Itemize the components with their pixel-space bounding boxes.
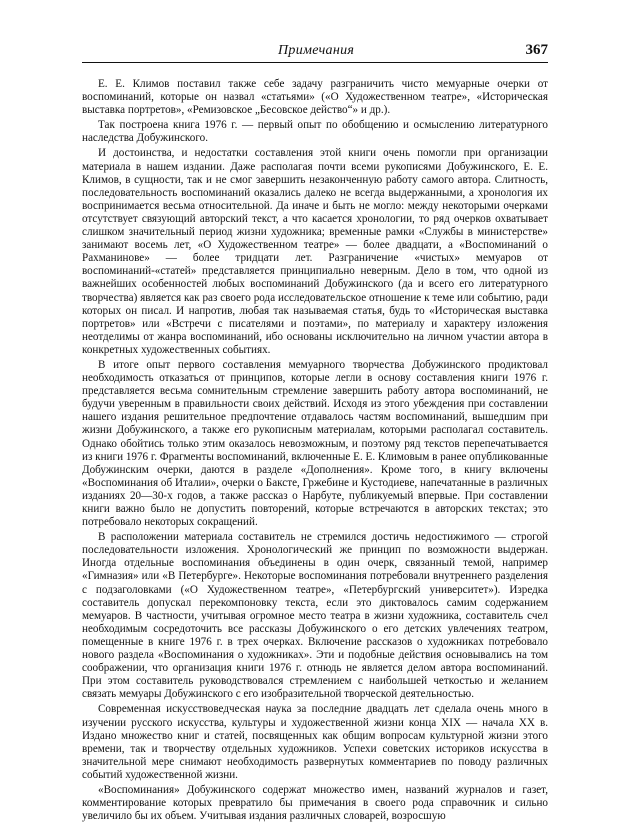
paragraph: В итоге опыт первого составления мемуарного творчества Добужинского продиктовал необходимость отказаться от принципов, которые легли в основу составления книги 1976 г. представляется весьма сомнительным стремление завершить работу автора воспоминаний, не будучи уверенным в правильности своих действий. Исходя из этого убеждения при составлении нашего издания решительное предпочтение отдавалось частям воспоминаний, вышедшим при жизни Добужинского, а также его рукописным материалам, которыми располагал составитель. Однако обойтись только этим оказалось невозможным, и поэтому ряд текстов перепечатывается из книги 1976 г. Фрагменты воспоминаний, включенные Е. Е. Климовым в ранее опубликованные Добужинским очерки, даются в разделе «Дополнения». Кроме того, в книгу включены «Воспоминания об Италии», очерки о Баксте, Гржебине и Кустодиеве, напечатанные в различных изданиях 20—30-х годов, а также рассказ о Нарбуте, публикуемый впервые. При составлении книги важно было не допустить повторений, которые встречаются в авторских текстах; это потребовало некоторых сокращений. [82, 358, 548, 529]
page-number: 367 [525, 42, 548, 58]
paragraph: И достоинства, и недостатки составления этой книги очень помогли при организации материала в нашем издании. Даже располагая почти всеми рукописями Добужинского, Е. Е. Климов, в сущности, так и не смог завершить незаконченную работу самого автора. Слитность, последовательность воспоминаний оказались далеко не всегда выдержанными, а хронология их воспринимается весьма относительной. Да иначе и быть не могло: между некоторыми очерками отсутствует связующий авторский текст, а что касается хронологии, то ряд очерков охватывает слишком значительный период жизни художника; временные рамки «Службы в министерстве» занимают восемь лет, «О Художественном театре» — более двадцати, а «Воспоминаний о Рахманинове» — более тридцати лет. Разграничение «чистых» мемуаров от воспоминаний-«статей» представляется принципиально неверным. Дело в том, что одной из важнейших особенностей любых воспоминаний Добужинского (да и всего его литературного творчества) является как раз своего рода исследовательское отношение к теме или событию, ради которых он писал. И напротив, любая так называемая статья, будь то «Историческая выставка портретов» или «Встречи с писателями и поэтами», по материалу и характеру изложения неотделимы от жанра воспоминаний, ибо основаны исключительно на личном участии автора в конкретных художественных событиях. [82, 147, 548, 356]
paragraph: Так построена книга 1976 г. — первый опыт по обобщению и осмыслению литературного наследства Добужинского. [82, 119, 548, 145]
page-header [82, 42, 548, 63]
paragraph: В расположении материала составитель не стремился достичь недостижимого — строгой последовательности изложения. Хронологический же принцип по возможности выдержан. Иногда отдельные воспоминания объединены в один очерк, связанный темой, например «Гимназия» или «В Петербурге». Некоторые воспоминания потребовали внутреннего разделения с подзаголовками («О Художественном театре», «Петербургский университет»). Изредка составитель допускал перекомпоновку текста, если это диктовалось самим содержанием мемуаров. В частности, учитывая огромное место театра в жизни художника, составитель счел необходимым сосредоточить все рассказы Добужинского о его детских увлечениях театром, помещенные в книге 1976 г. в трех очерках. Включение рассказов о художниках потребовало нового раздела «Воспоминания о художниках». Эти и подобные действия основывались на том соображении, что организация книги 1976 г. отнюдь не является делом автора воспоминаний. При этом составитель руководствовался стремлением с наибольшей четкостью и желанием связать мемуары Добужинского с его изобразительной творческой деятельностью. [82, 531, 548, 701]
paragraph: Е. Е. Климов поставил также себе задачу разграничить чисто мемуарные очерки от воспоминаний, которые он назвал «статьями» («О Художественном театре», «Историческая выставка портретов», «Ремизовское „Бесовское действо“» и др.). [82, 78, 548, 117]
page-body [82, 78, 548, 825]
paragraph: Современная искусствоведческая наука за последние двадцать лет сделала очень много в изучении русского искусства, культуры и художественной жизни конца XIX — начала XX в. Издано множество книг и статей, посвященных как общим вопросам культурной жизни этого времени, так и творчеству отдельных художников. Успехи советских историков искусства в значительной мере снимают необходимость развернутых комментариев по поводу различных событий художественной жизни. [82, 703, 548, 781]
paragraph: «Воспоминания» Добужинского содержат множество имен, названий журналов и газет, комментирование которых превратило бы примечания в своего рода справочник и сильно увеличило бы их объем. Учитывая издания различных словарей, возросшую [82, 783, 548, 823]
running-title: Примечания [278, 43, 355, 58]
